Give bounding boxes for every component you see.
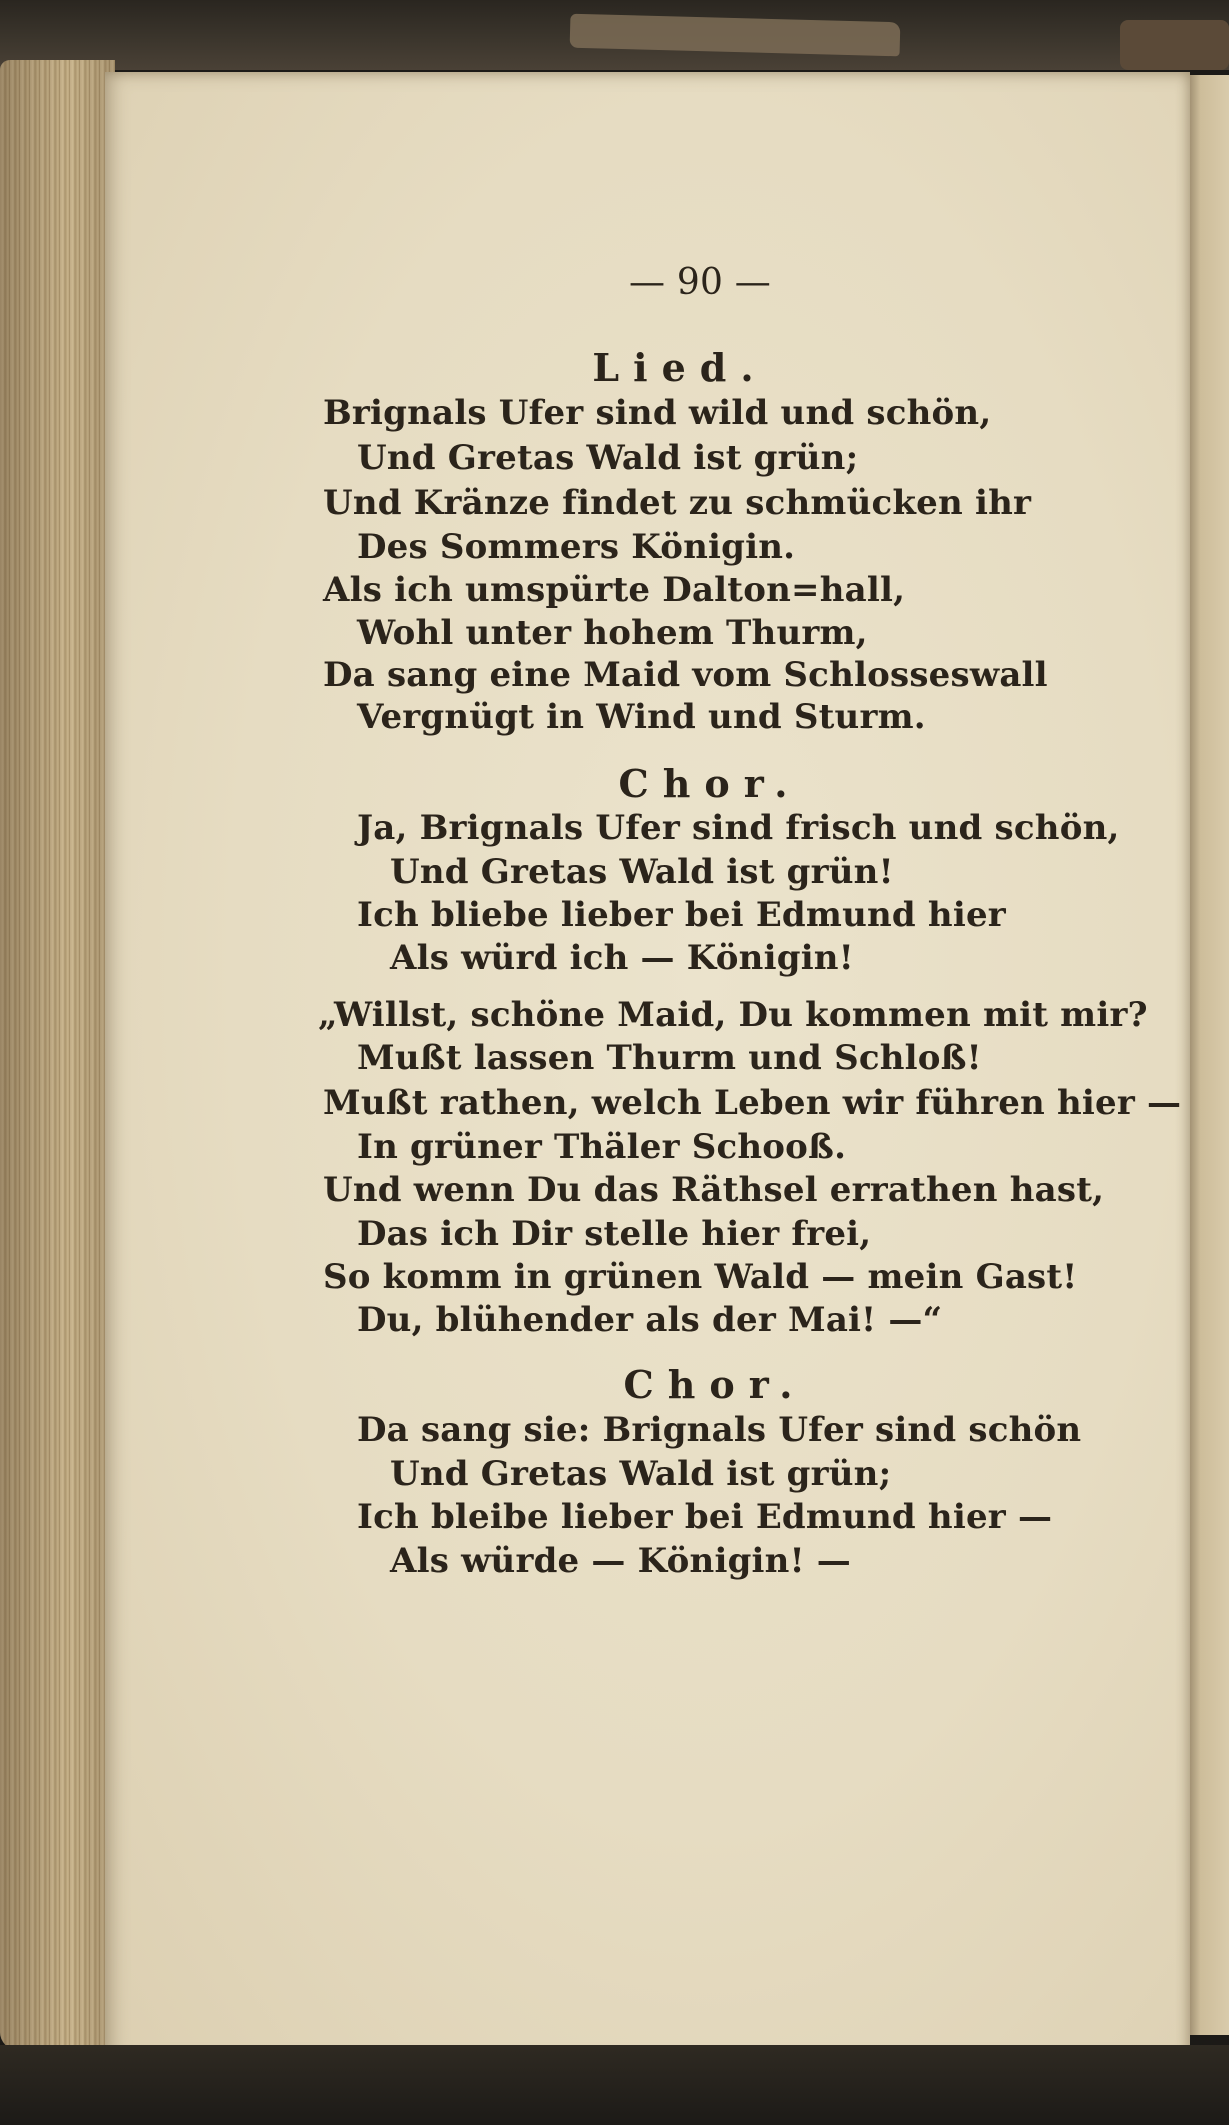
chorus1-line-4: Als würd ich — Königin!	[390, 938, 854, 978]
stanza2-line-5: Und wenn Du das Räthsel errathen hast,	[323, 1170, 1105, 1210]
chorus1-line-1: Ja, Brignals Ufer sind frisch und schön,	[357, 808, 1120, 848]
stanza1-line-6: Wohl unter hohem Thurm,	[357, 613, 868, 653]
stanza2-line-4: In grüner Thäler Schooß.	[357, 1127, 847, 1167]
stanza2-line-3: Mußt rathen, welch Leben wir führen hier —	[323, 1083, 1182, 1123]
stanza2-line-7: So komm in grünen Wald — mein Gast!	[323, 1257, 1078, 1297]
page-number: — 90 —	[629, 262, 771, 303]
chorus2-line-3: Ich bleibe lieber bei Edmund hier —	[357, 1497, 1053, 1537]
chorus1-line-3: Ich bliebe lieber bei Edmund hier	[357, 895, 1006, 935]
bottom-board-shadow	[0, 2045, 1229, 2125]
chorus1-title: Chor.	[618, 761, 802, 806]
facing-page-edge	[1185, 75, 1229, 2035]
stanza2-line-8: Du, blühender als der Mai! —“	[357, 1300, 943, 1340]
chorus2-line-1: Da sang sie: Brignals Ufer sind schön	[357, 1410, 1082, 1450]
stanza1-line-7: Da sang eine Maid vom Schlosseswall	[323, 655, 1048, 695]
stanza1-line-3: Und Kränze findet zu schmücken ihr	[323, 483, 1032, 523]
stanza2-line-1: „Willst, schöne Maid, Du kommen mit mir?	[318, 995, 1148, 1035]
stanza1-line-2: Und Gretas Wald ist grün;	[357, 438, 859, 478]
stanza1-line-5: Als ich umspürte Dalton=hall,	[323, 570, 906, 610]
stanza1-line-1: Brignals Ufer sind wild und schön,	[323, 393, 992, 433]
cover-corner	[1120, 20, 1229, 70]
stanza2-line-2: Mußt lassen Thurm und Schloß!	[357, 1038, 982, 1078]
page-stack-shadow	[0, 60, 115, 2050]
stanza1-line-4: Des Sommers Königin.	[357, 527, 796, 567]
chorus2-line-4: Als würde — Königin! —	[390, 1541, 851, 1581]
poem-title: Lied.	[592, 345, 768, 390]
stanza2-line-6: Das ich Dir stelle hier frei,	[357, 1214, 872, 1254]
chorus2-title: Chor.	[623, 1362, 807, 1407]
chorus1-line-2: Und Gretas Wald ist grün!	[390, 852, 894, 892]
chorus2-line-2: Und Gretas Wald ist grün;	[390, 1454, 892, 1494]
stanza1-line-8: Vergnügt in Wind und Sturm.	[357, 697, 926, 737]
